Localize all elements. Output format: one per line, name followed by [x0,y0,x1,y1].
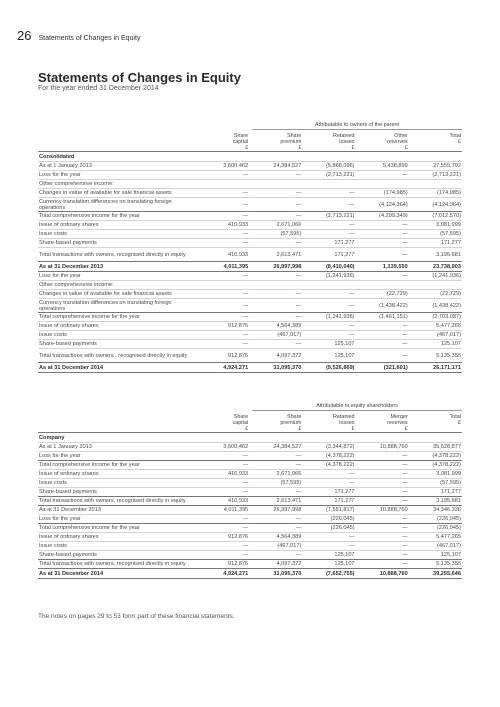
cell-value: — [356,322,409,331]
page-title: Statements of Changes in Equity [38,70,241,85]
row-label: Issue of ordinary shares [38,221,196,230]
cell-value: — [356,515,409,524]
table-row [38,198,462,212]
cell-value: 912,876 [196,322,249,331]
cell-value: (4,299,349) [356,212,409,221]
cell-value: 410,933 [196,470,249,479]
table-row [38,299,462,313]
row-label: Issue of ordinary shares [38,533,196,542]
cell-value: 3,081,999 [409,221,462,230]
table-row [38,479,462,488]
cell-value: — [249,272,302,281]
cell-value [249,180,302,189]
cell-value: (226,045) [302,524,355,533]
table-row [38,542,462,551]
table-row [38,452,462,461]
cell-value: (57,595) [409,230,462,239]
cell-value: — [249,524,302,533]
page-subtitle: For the year ended 31 December 2014 [38,85,159,92]
table-row [38,239,462,248]
cell-value: — [196,331,249,340]
company-table [38,432,462,579]
table-row [38,313,462,322]
cell-value: — [249,299,302,313]
column-header-spacer [38,414,196,432]
table-row [38,162,462,171]
cell-value: (2,703,087) [409,313,462,322]
cell-value: 5,477,265 [409,533,462,542]
cell-value: (226,045) [302,515,355,524]
cell-value: 410,933 [196,497,249,506]
cell-value [302,180,355,189]
cell-value: — [249,171,302,180]
column-header-total: Total £ [449,414,461,426]
cell-value: 24,384,527 [249,162,302,171]
cell-value: (7,551,817) [302,506,355,515]
cell-value: 171,277 [409,488,462,497]
cell-value: (4,378,222) [409,452,462,461]
cell-value: 26,997,998 [249,262,302,272]
table-row [38,497,462,506]
row-label: Total comprehensive income for the year [38,461,196,470]
cell-value: 5,477,265 [409,322,462,331]
cell-value: (467,017) [249,542,302,551]
cell-value: — [302,299,355,313]
consolidated-group-heading [38,119,462,131]
cell-value: 2,613,471 [249,248,302,262]
cell-value: (4,378,222) [302,461,355,470]
cell-value: 2,671,066 [249,470,302,479]
cell-value: — [356,560,409,569]
cell-value: — [302,189,355,198]
cell-value: (57,595) [249,479,302,488]
row-label: Issue costs [38,230,196,239]
column-header-other-reserves: Other reserves £ [387,133,408,151]
cell-value: — [196,290,249,299]
table-row [38,248,462,262]
cell-value: (22,729) [409,290,462,299]
cell-value: — [249,313,302,322]
cell-value: — [196,198,249,212]
cell-value: 35,528,877 [409,443,462,452]
cell-value [196,281,249,290]
running-title: Statements of Changes in Equity [38,35,141,42]
cell-value: 125,107 [302,349,355,363]
column-header-share-capital: Share capital £ [232,133,249,151]
cell-value: (321,601) [356,363,409,373]
cell-value: — [196,551,249,560]
cell-value: — [196,313,249,322]
cell-value: (5,868,096) [302,162,355,171]
cell-value: — [356,542,409,551]
section-heading-row [38,433,462,443]
cell-value: 410,933 [196,248,249,262]
column-header-retained-losses: Retained losses £ [332,133,355,151]
cell-value: — [249,515,302,524]
cell-value: 2,613,471 [249,497,302,506]
cell-value: (9,526,869) [302,363,355,373]
cell-value: 410,933 [196,221,249,230]
footnote: The notes on pages 29 to 53 form part of these financial statements. [38,613,235,620]
cell-value: 171,277 [302,497,355,506]
table-row [38,349,462,363]
row-label: As at 31 December 2014 [38,363,196,373]
cell-value: — [302,479,355,488]
row-label: As at 1 January 2013 [38,162,196,171]
cell-value: (2,713,221) [409,171,462,180]
table-row [38,290,462,299]
consolidated-column-headers [38,131,462,151]
row-label: Issue of ordinary shares [38,322,196,331]
table-row [38,443,462,452]
cell-value: 125,107 [302,340,355,349]
row-label: Loss for the year [38,515,196,524]
cell-value [196,180,249,189]
cell-value: 4,564,389 [249,322,302,331]
cell-value: (57,595) [409,479,462,488]
table-row [38,322,462,331]
row-label: Total comprehensive income for the year [38,524,196,533]
cell-value: — [356,461,409,470]
cell-value: 171,277 [302,248,355,262]
column-header-share-premium: Share premium £ [280,133,302,151]
row-label: Other comprehensive income: [38,281,196,290]
cell-value: 171,277 [409,239,462,248]
cell-value: 10,888,760 [356,506,409,515]
group-heading-rule [252,410,462,411]
page-number: 26 [17,28,32,43]
cell-value: — [356,349,409,363]
row-label: Total comprehensive income for the year [38,212,196,221]
cell-value: 3,081,999 [409,470,462,479]
cell-value: 125,107 [409,551,462,560]
table-row [38,171,462,180]
cell-value: — [302,542,355,551]
cell-value: 3,195,681 [409,248,462,262]
table-row [38,506,462,515]
cell-value: (2,713,221) [302,171,355,180]
cell-value: — [196,515,249,524]
table-row [38,461,462,470]
cell-value: (4,124,364) [409,198,462,212]
cell-value: 125,107 [302,560,355,569]
cell-value: — [302,331,355,340]
cell-value: — [356,171,409,180]
cell-value: (4,378,222) [302,452,355,461]
cell-value: (1,241,936) [302,313,355,322]
cell-value: 4,924,271 [196,363,249,373]
row-label: Total transactions with owners, recognised directly in equity [38,560,196,569]
row-label: Issue of ordinary shares [38,470,196,479]
cell-value: 3,600,462 [196,162,249,171]
table-row [38,180,462,189]
cell-value: (174,985) [409,189,462,198]
cell-value: (467,017) [249,331,302,340]
table-row [38,470,462,479]
cell-value: — [196,524,249,533]
cell-value: — [249,551,302,560]
cell-value: (22,729) [356,290,409,299]
table-row [38,281,462,290]
group-heading-text: Attributable to equity shareholders [316,403,398,409]
cell-value: (8,410,040) [302,262,355,272]
row-label: Loss for the year [38,171,196,180]
cell-value: — [302,221,355,230]
cell-value: (226,045) [409,515,462,524]
cell-value: 171,277 [302,488,355,497]
cell-value: 912,876 [196,533,249,542]
row-label: Issue costs [38,542,196,551]
column-header-share-capital: Share capital £ [232,414,249,432]
table-row [38,212,462,221]
cell-value: — [356,497,409,506]
cell-value: (4,378,222) [409,461,462,470]
cell-value: 912,876 [196,349,249,363]
row-label: Issue costs [38,479,196,488]
cell-value: — [249,290,302,299]
table-row [38,363,462,373]
cell-value: 24,384,527 [249,443,302,452]
column-header-total: Total £ [449,133,461,145]
row-label: Changes in value of available for sale financial assets [38,290,196,299]
cell-value: — [196,299,249,313]
row-label: As at 1 January 2013 [38,443,196,452]
cell-value: — [249,461,302,470]
row-label: Loss for the year [38,272,196,281]
cell-value: — [302,198,355,212]
cell-value: 4,011,395 [196,262,249,272]
row-label: Currency translation differences on translating foreign operations [38,198,196,212]
cell-value: 34,346,336 [409,506,462,515]
cell-value: 4,097,372 [249,560,302,569]
cell-value: — [196,230,249,239]
cell-value: (1,241,936) [302,272,355,281]
row-label: Total transactions with owners, recognised directly in equity [38,248,196,262]
table-row [38,230,462,239]
cell-value: 3,600,462 [196,443,249,452]
table-row [38,533,462,542]
group-heading-rule [252,129,462,130]
cell-value [356,180,409,189]
cell-value: (4,124,364) [356,198,409,212]
cell-value: — [249,212,302,221]
table-row [38,262,462,272]
cell-value: 4,097,372 [249,349,302,363]
cell-value: — [196,452,249,461]
cell-value: 125,107 [302,551,355,560]
cell-value: (1,241,936) [409,272,462,281]
cell-value: (57,595) [249,230,302,239]
cell-value: (3,344,872) [302,443,355,452]
table-row [38,340,462,349]
row-label: Share-based payments [38,340,196,349]
cell-value: — [356,551,409,560]
cell-value [249,281,302,290]
table-row [38,569,462,579]
cell-value [409,180,462,189]
table-row [38,551,462,560]
cell-value: 23,738,903 [409,262,462,272]
cell-value: — [249,198,302,212]
cell-value: (1,438,422) [409,299,462,313]
row-label: Issue costs [38,331,196,340]
cell-value: 171,277 [302,239,355,248]
cell-value: 31,095,370 [249,569,302,579]
cell-value: 26,997,998 [249,506,302,515]
cell-value: — [356,452,409,461]
cell-value: 125,107 [409,340,462,349]
cell-value: — [356,331,409,340]
company-group-heading [38,400,462,412]
row-label: Total transactions with owners, recognised directly in equity [38,497,196,506]
row-label: Share-based payments [38,239,196,248]
cell-value: (467,017) [409,331,462,340]
cell-value: — [302,533,355,542]
cell-value: 39,255,646 [409,569,462,579]
cell-value: (7,012,570) [409,212,462,221]
column-header-share-premium: Share premium £ [280,414,302,432]
cell-value: 31,095,370 [249,363,302,373]
table-row [38,515,462,524]
cell-value [302,281,355,290]
cell-value: — [196,488,249,497]
cell-value: (174,985) [356,189,409,198]
row-label: Loss for the year [38,452,196,461]
table-row [38,524,462,533]
cell-value: — [356,248,409,262]
row-label: Changes in value of available for sale financial assets [38,189,196,198]
cell-value: 1,139,550 [356,262,409,272]
row-label: As at 31 December 2014 [38,569,196,579]
cell-value: — [249,340,302,349]
cell-value: — [356,533,409,542]
cell-value: (2,713,221) [302,212,355,221]
cell-value: — [356,524,409,533]
section-heading-row [38,152,462,162]
row-label: Share-based payments [38,551,196,560]
cell-value: — [196,212,249,221]
cell-value: — [249,488,302,497]
page-header [17,28,140,43]
cell-value: — [196,189,249,198]
row-label: Currency translation differences on translating foreign operations [38,299,196,313]
cell-value: — [356,470,409,479]
table-row [38,272,462,281]
table-row [38,560,462,569]
cell-value: 10,888,760 [356,569,409,579]
cell-value: 912,876 [196,560,249,569]
company-column-headers [38,412,462,432]
row-label: Other comprehensive income: [38,180,196,189]
cell-value: 5,438,899 [356,162,409,171]
section-heading: Consolidated [38,152,462,162]
cell-value: 26,171,171 [409,363,462,373]
section-heading: Company [38,433,462,443]
group-heading-text: Attributable to owners of the parent [315,122,399,128]
table-row [38,488,462,497]
table-row [38,189,462,198]
cell-value: — [302,230,355,239]
cell-value: — [356,230,409,239]
column-header-spacer [38,133,196,151]
cell-value: — [196,239,249,248]
table-row [38,331,462,340]
consolidated-statement [38,119,462,373]
cell-value: 10,888,760 [356,443,409,452]
cell-value: — [196,461,249,470]
row-label: As at 31 December 2013 [38,262,196,272]
cell-value: — [196,542,249,551]
cell-value: 5,135,355 [409,560,462,569]
company-statement [38,400,462,579]
cell-value: — [249,239,302,248]
cell-value [356,281,409,290]
cell-value: — [196,479,249,488]
cell-value: (1,438,422) [356,299,409,313]
cell-value: 27,555,792 [409,162,462,171]
consolidated-table [38,151,462,373]
cell-value: — [196,272,249,281]
cell-value: — [302,322,355,331]
cell-value: — [356,340,409,349]
cell-value: — [356,488,409,497]
cell-value: — [356,221,409,230]
cell-value: — [249,452,302,461]
cell-value: — [356,272,409,281]
cell-value: 4,011,395 [196,506,249,515]
row-label: Total comprehensive income for the year [38,313,196,322]
row-label: As at 31 December 2013 [38,506,196,515]
cell-value: 3,195,681 [409,497,462,506]
column-header-retained-losses: Retained losses £ [332,414,355,432]
cell-value: 4,564,389 [249,533,302,542]
cell-value: (467,017) [409,542,462,551]
cell-value: (7,652,755) [302,569,355,579]
cell-value: — [302,290,355,299]
row-label: Total transactions with owners , recognised directly in equity [38,349,196,363]
cell-value: — [302,470,355,479]
cell-value: 4,924,271 [196,569,249,579]
cell-value [409,281,462,290]
cell-value: — [249,189,302,198]
column-header-merger-reserves: Merger reserves £ [387,414,408,432]
row-label: Share-based payments [38,488,196,497]
cell-value: — [196,171,249,180]
cell-value: (1,461,151) [356,313,409,322]
cell-value: 5,135,355 [409,349,462,363]
cell-value: 2,671,066 [249,221,302,230]
cell-value: — [356,479,409,488]
cell-value: — [356,239,409,248]
cell-value: — [196,340,249,349]
table-row [38,221,462,230]
cell-value: (226,045) [409,524,462,533]
